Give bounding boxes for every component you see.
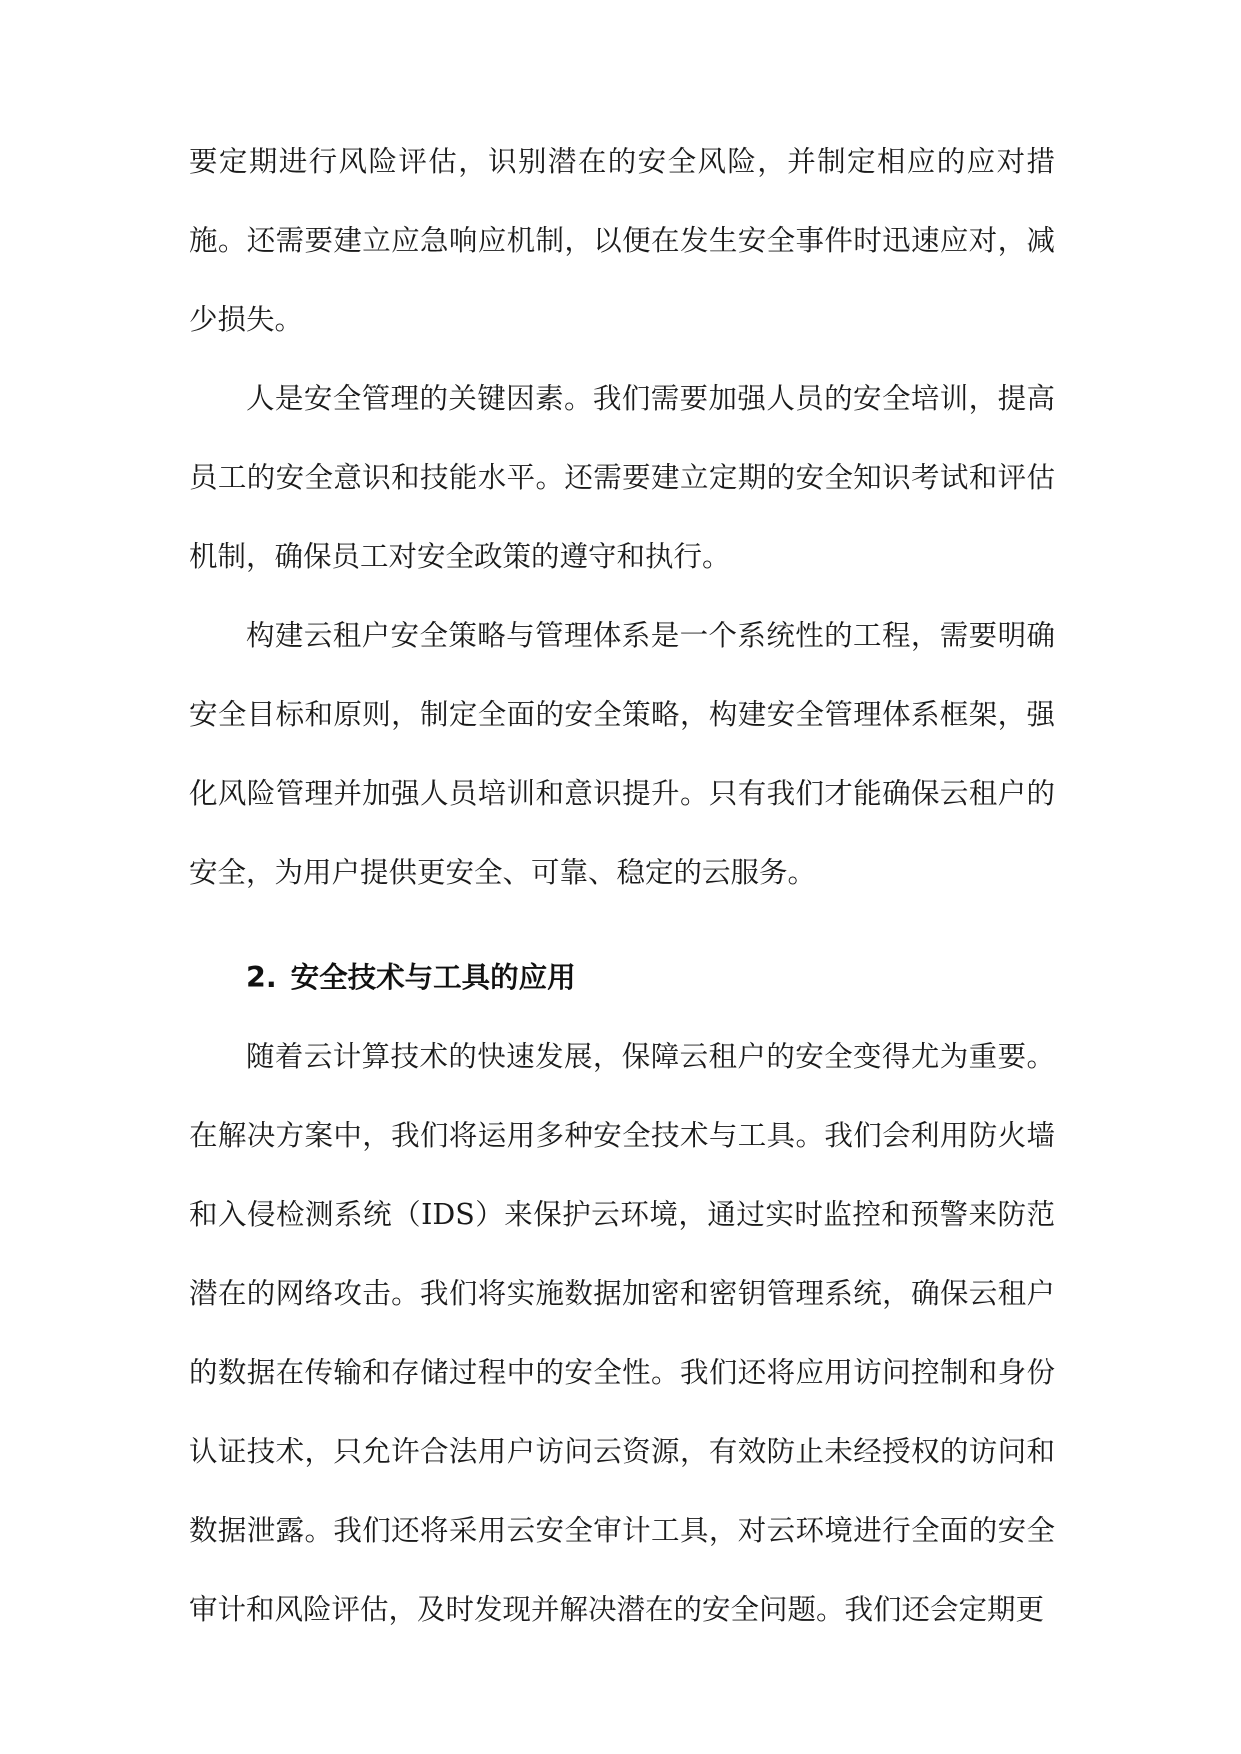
paragraph-security-tools: 随着云计算技术的快速发展，保障云租户的安全变得尤为重要。在解决方案中，我们将运用多种安全技术与工具。我们会利用防火墙和入侵检测系统（IDS）来保护云环境，通过实时监控和预警来防范潜在的网络攻击。我们将实施数据加密和密钥管理系统，确保云租户的数据在传输和存储过程中的安全性。我们还将应用访问控制和身份认证技术，只允许合法用户访问云资源，有效防止未经授权的访问和数据泄露。我们还将采用云安全审计工具，对云环境进行全面的安全审计和风险评估，及时发现并解决潜在的安全问题。我们还会定期更 <box>189 1040 1055 1626</box>
paragraph-summary: 构建云租户安全策略与管理体系是一个系统性的工程，需要明确安全目标和原则，制定全面的安全策略，构建安全管理体系框架，强化风险管理并加强人员培训和意识提升。只有我们才能确保云租户的安全，为用户提供更安全、可靠、稳定的云服务。 <box>189 619 1055 889</box>
paragraph-personnel-training: 人是安全管理的关键因素。我们需要加强人员的安全培训，提高员工的安全意识和技能水平。还需要建立定期的安全知识考试和评估机制，确保员工对安全政策的遵守和执行。 <box>189 382 1055 573</box>
section-heading <box>189 938 1055 1017</box>
document-body <box>189 122 1055 1649</box>
paragraph-risk-assessment: 要定期进行风险评估，识别潜在的安全风险，并制定相应的应对措施。还需要建立应急响应机制，以便在发生安全事件时迅速应对，减少损失。 <box>189 145 1055 336</box>
section-title: 安全技术与工具的应用 <box>290 961 576 994</box>
section-number: 2. <box>246 961 277 994</box>
